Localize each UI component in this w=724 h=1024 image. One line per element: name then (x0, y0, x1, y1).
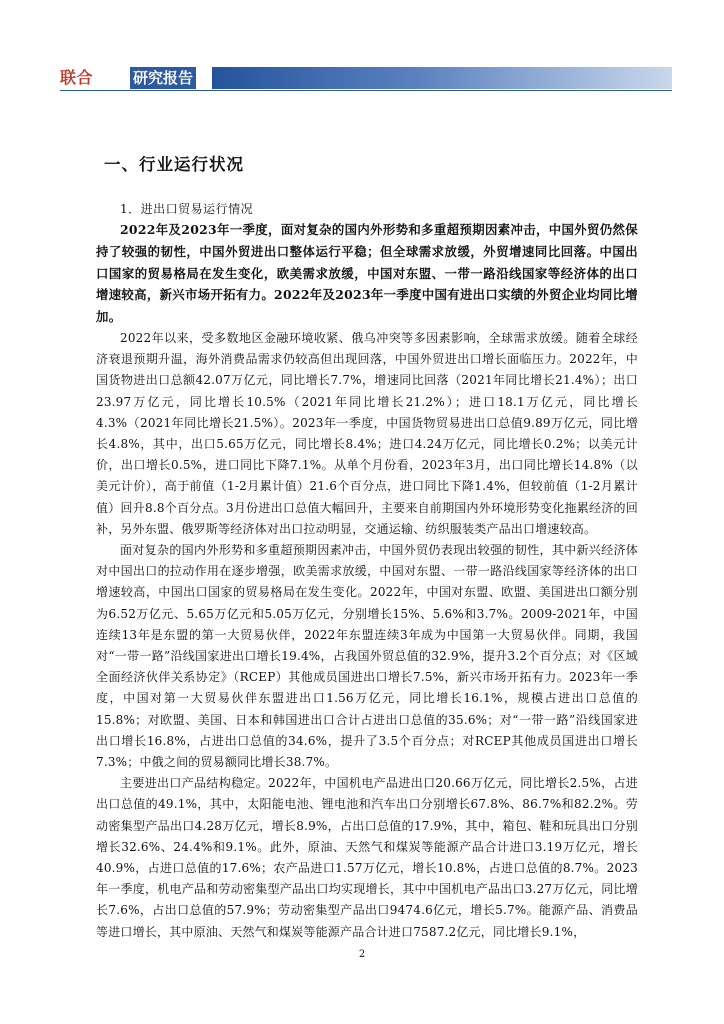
page-number: 2 (358, 949, 366, 960)
report-header (60, 67, 672, 91)
body-paragraph: 主要进出口产品结构稳定。2022年，中国机电产品进出口20.66万亿元，同比增长2.5%，占进出口总值的49.1%，其中，太阳能电池、锂电池和汽车出口分别增长67.8%、86.7%和82.2%。劳动密集型产品出口4.28万亿元，增长8.9%，占出口总值的17.9%，其中，箱包、鞋和玩具出口分别增长32.6%、24.4%和9.1%。此外，原油、天然气和煤炭等能源产品合计进口3.19万亿元，增长40.9%，占进口总值的17.6%；农产品进口1.57万亿元，增长10.8%，占进口总值的8.7%。2023年一季度，机电产品和劳动密集型产品出口均实现增长，其中中国机电产品出口3.27万亿元，同比增长7.6%，占出口总值的57.9%；劳动密集型产品出口9474.6亿元，增长5.7%。能源产品、消费品等进口增长，其中原油、天然气和煤炭等能源产品合计进口7587.2亿元，同比增长9.1%， (96, 776, 638, 939)
brand-name: 联合 (60, 68, 94, 87)
subsection-heading: 1．进出口贸易运行情况 (120, 202, 254, 216)
summary-paragraph: 2022年及2023年一季度，面对复杂的国内外形势和多重超预期因素冲击，中国外贸仍然保持了较强的韧性，中国外贸进出口整体运行平稳；但全球需求放缓，外贸增速同比回落。中国出口国家的贸易格局在发生变化，欧美需求放缓，中国对东盟、一带一路沿线国家等经济体的出口增速较高，新兴市场开拓有力。2022年及2023年一季度中国有进出口实绩的外贸企业均同比增加。 (96, 222, 638, 325)
report-type-label: 研究报告 (130, 67, 196, 89)
header-gradient-bar (212, 67, 672, 89)
body-paragraph: 面对复杂的国内外形势和多重超预期因素冲击，中国外贸仍表现出较强的韧性，其中新兴经济体对中国出口的拉动作用在逐步增强，欧美需求放缓，中国对东盟、一带一路沿线国家等经济体的出口增速较高，中国出口国家的贸易格局在发生变化。2022年，中国对东盟、欧盟、美国进出口额分别为6.52万亿元、5.65万亿元和5.05万亿元，分别增长15%、5.6%和3.7%。2009-2021年，中国连续13年是东盟的第一大贸易伙伴，2022年东盟连续3年成为中国第一大贸易伙伴。同期，我国对“一带一路”沿线国家进出口增长19.4%，占我国外贸总值的32.9%，提升3.2个百分点；对《区域全面经济伙伴关系协定》（RCEP）其他成员国进出口增长7.5%，新兴市场开拓有力。2023年一季度，中国对第一大贸易伙伴东盟进出口1.56万亿元，同比增长16.1%，规模占进出口总值的15.8%；对欧盟、美国、日本和韩国进出口合计占进出口总值的35.6%；对“一带一路”沿线国家进出口增长16.8%，占进出口总值的34.6%，提升了3.5个百分点；对RCEP其他成员国进出口增长7.3%；中俄之间的贸易额同比增长38.7%。 (96, 543, 638, 770)
section-title: 一、行业运行状况 (104, 155, 244, 174)
body-paragraph: 2022年以来，受多数地区金融环境收紧、俄乌冲突等多因素影响，全球需求放缓。随着全球经济衰退预期升温，海外消费品需求仍较高但出现回落，中国外贸进出口增长面临压力。2022年，中国货物进出口总额42.07万亿元，同比增长7.7%，增速同比回落（2021年同比增长21.4%）；出口23.97万亿元，同比增长10.5%（2021年同比增长21.2%）；进口18.1万亿元，同比增长4.3%（2021年同比增长21.5%）。2023年一季度，中国货物贸易进出口总值9.89万亿元，同比增长4.8%，其中，出口5.65万亿元，同比增长8.4%；进口4.24万亿元，同比增长0.2%；以美元计价，出口增长0.5%，进口同比下降7.1%。从单个月份看，2023年3月，出口同比增长14.8%（以美元计价），高于前值（1-2月累计值）21.6个百分点，进口同比下降1.4%，但较前值（1-2月累计值）回升8.8个百分点。3月份进出口总值大幅回升，主要来自前期国内外环境形势变化拖累经济的回补，另外东盟、俄罗斯等经济体对出口拉动明显，交通运输、纺织服装类产品出口增速较高。 (96, 330, 638, 536)
header-divider (60, 90, 672, 91)
document-body (96, 150, 638, 943)
